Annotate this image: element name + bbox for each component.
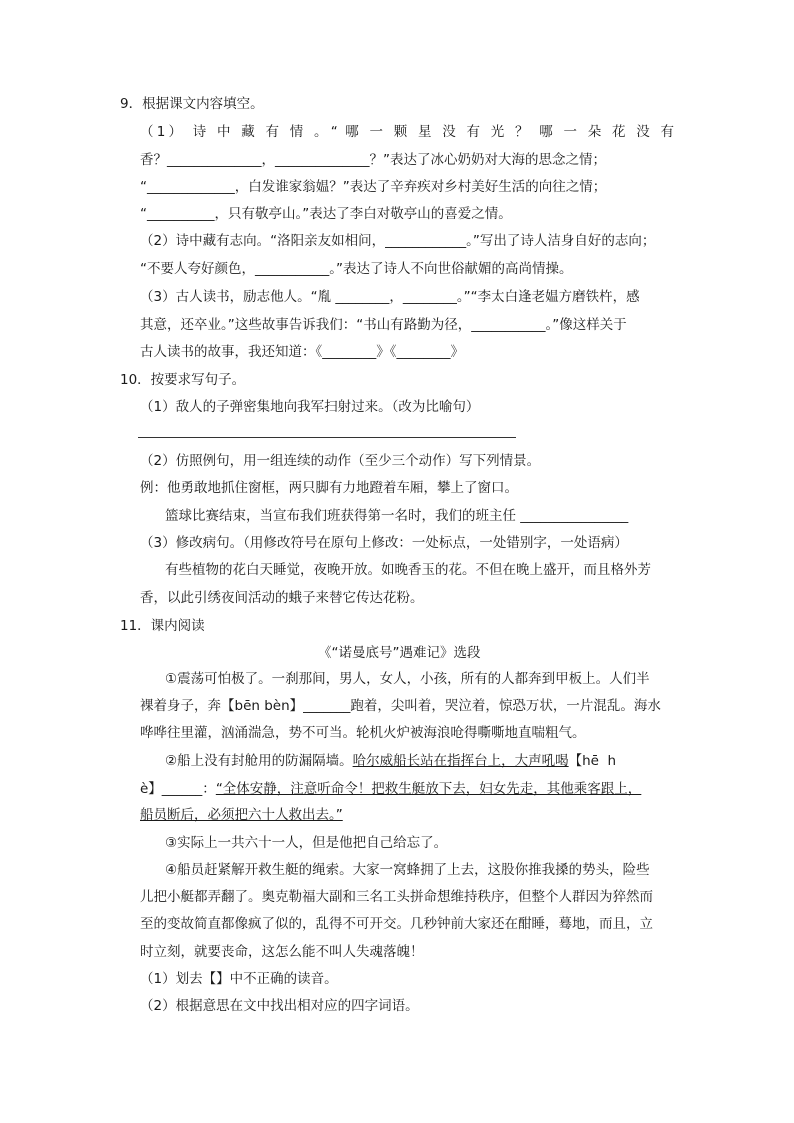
q11-title: 11．课内阅读 [120,618,205,634]
q10-s3: （3）修改病句。（用修改符号在原句上修改：一处标点，一处错别字，一处语病） [140,535,628,551]
para2-line2 [140,780,641,798]
answer-line [138,437,516,438]
para2-line2-a: è】______： [140,781,216,797]
q10-s1: （1）敌人的子弹密集地向我军扫射过来。（改为比喻句） [140,399,480,415]
para2-line1 [165,752,616,770]
passage-title: 《“诺曼底号”遇难记》选段 [318,645,481,661]
para2-line2-underlined: “全体安静，注意听命令！把救生艇放下去，妇女先走，其他乘客跟上， [215,781,642,797]
q10-sick-line2: 香，以此引绣夜间活动的蛾子来替它传达花粉。 [140,590,424,606]
para4-line4: 时立刻，就要丧命，这怎么能不叫人失魂落魄！ [140,944,424,960]
q9-p1-line4: “__________，只有敬亭山。”表达了李白对敬亭山的喜爱之情。 [140,206,512,222]
q9-p3-line1: （3）古人读书，励志他人。“胤 ________，________。”“李太白逢老媪方磨铁杵，感 [140,289,640,305]
q10-sick-line1: 有些植物的花白天睡觉，夜晚开放。如晚香玉的花。不但在晚上盛开，而且格外芳 [165,562,651,578]
q10-prompt: 篮球比赛结束，当宣布我们班获得第一名时，我们的班主任 ________________ [165,508,629,524]
para4-line3: 至的变故简直都像疯了似的，乱得不可开交。几秒钟前大家还在酣睡，蓦地，而且，立 [140,916,653,932]
q9-p1-line2: 香？______________，______________？”表达了冰心奶奶对大海的思念之情； [140,152,606,168]
para3: ③实际上一共六十一人，但是他把自己给忘了。 [165,835,448,851]
q9-p2-line1: （2）诗中藏有志向。“洛阳亲友如相问，____________。”写出了诗人洁身自好的志向； [140,233,656,249]
q9-p3-line2: 其意，还卒业。”这些故事告诉我们：“书山有路勤为径，___________。”像这样关于 [140,317,627,333]
q10-example: 例：他勇敢地抓住窗框，两只脚有力地蹬着车厢，攀上了窗口。 [140,480,518,496]
para4-line2: 儿把小艇都弄翻了。奥克勒福大副和三名工头拼命想维持秩序，但整个人群因为猝然而 [140,889,653,905]
q9-p1-line1: （1） 诗 中 藏 有 情 。“ 哪 一 颗 星 没 有 光 ？ 哪 一 朵 花 没 有 [140,124,674,140]
q10-title: 10．按要求写句子。 [120,372,246,388]
q11-sub2: （2）根据意思在文中找出相对应的四字词语。 [140,998,419,1014]
para1-line3: 哗哗往里灌，汹涌湍急，势不可当。轮机火炉被海浪呛得嘶嘶地直喘粗气。 [140,725,586,741]
para2-line3: 船员断后，必须把六十人救出去。” [140,807,343,823]
q9-p2-line2: “不要人夸好颜色，___________。”表达了诗人不向世俗献媚的高尚情操。 [140,261,573,277]
para2-line1-underlined: 哈尔威船长站在指挥台上，大声吼喝 [352,753,569,769]
para4-line1: ④船员赶紧解开救生艇的绳索。大家一窝蜂拥了上去，这股你推我搡的势头，险些 [165,862,650,878]
q9-p1-line3: “_____________，白发谁家翁媪？”表达了辛弃疾对乡村美好生活的向往之情； [140,179,607,195]
para2-line1-c: 【hē h [568,753,617,769]
q10-s2: （2）仿照例句，用一组连续的动作（至少三个动作）写下列情景。 [140,453,541,469]
para1-line1: ①震荡可怕极了。一刹那间，男人，女人，小孩，所有的人都奔到甲板上。人们半 [165,671,650,687]
para2-line1-a: ②船上没有封舱用的防漏隔墙。 [165,753,353,769]
para1-line2: 裸着身子，奔【bēn bèn】_______跑着，尖叫着，哭泣着，惊恐万状，一片混乱。海水 [140,698,661,714]
q11-sub1: （1）划去【】中不正确的读音。 [140,971,338,987]
q9-title: 9．根据课文内容填空。 [120,96,264,112]
q9-p3-line3: 古人读书的故事，我还知道：《________》《________》 [140,344,464,360]
